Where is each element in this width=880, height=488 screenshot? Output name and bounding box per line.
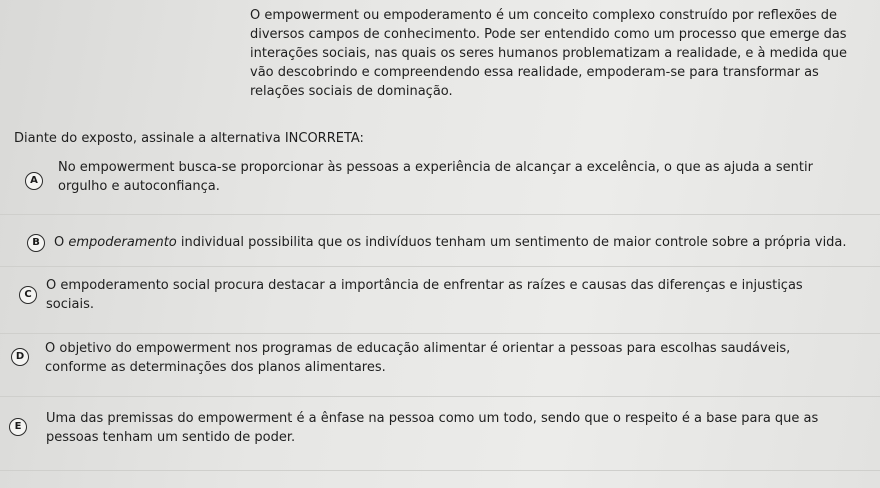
option-e-badge[interactable]: E — [9, 418, 27, 436]
option-c-text-line: O empoderamento social procura destacar a importância de enfrentar as raízes e causas das diferenças e injustiças — [46, 278, 803, 293]
option-b[interactable] — [0, 226, 880, 266]
option-c-text-line: sociais. — [46, 297, 94, 312]
statement-line: diversos campos de conhecimento. Pode ser entendido como um processo que emerge das — [250, 27, 847, 42]
option-a-badge[interactable]: A — [25, 172, 43, 190]
option-a-text-line: orgulho e autoconfiança. — [58, 179, 220, 194]
statement-line: relações sociais de dominação. — [250, 84, 453, 99]
option-d-text-line: conforme as determinações dos planos alimentares. — [45, 360, 386, 375]
option-b-badge[interactable]: B — [27, 234, 45, 252]
option-d-text-line: O objetivo do empowerment nos programas de educação alimentar é orientar a pessoas para escolhas saudáveis, — [45, 341, 791, 356]
option-divider — [0, 266, 880, 267]
option-b-prefix: O — [54, 235, 69, 250]
option-b-italic-term: empoderamento — [68, 235, 177, 250]
option-b-text-line: individual possibilita que os indivíduos tenham um sentimento de maior controle sobre a própria vida. — [176, 235, 847, 250]
option-a[interactable] — [0, 154, 880, 214]
option-divider — [0, 333, 880, 334]
statement-line: vão descobrindo e compreendendo essa realidade, empoderam-se para transformar as — [250, 65, 819, 80]
option-c[interactable] — [0, 274, 880, 330]
option-e-text-line: pessoas tenham um sentido de poder. — [46, 430, 296, 445]
question-prompt: Diante do exposto, assinale a alternativa INCORRETA: — [14, 131, 364, 146]
statement-line: interações sociais, nas quais os seres humanos problematizam a realidade, e à medida que — [250, 46, 847, 61]
option-divider — [0, 396, 880, 397]
question-statement — [250, 6, 870, 101]
option-divider — [0, 214, 880, 215]
option-d-badge[interactable]: D — [11, 348, 29, 366]
option-divider — [0, 470, 880, 471]
option-e-text-line: Uma das premissas do empowerment é a ênfase na pessoa como um todo, sendo que o respeito é a base para que as — [46, 411, 819, 426]
option-d[interactable] — [0, 337, 880, 393]
option-e[interactable] — [0, 406, 880, 462]
statement-line: O empowerment ou empoderamento é um conceito complexo construído por reflexões de — [250, 8, 838, 23]
option-a-text-line: No empowerment busca-se proporcionar às pessoas a experiência de alcançar a excelência, o que as ajuda a sentir — [58, 160, 813, 175]
option-c-badge[interactable]: C — [19, 286, 37, 304]
